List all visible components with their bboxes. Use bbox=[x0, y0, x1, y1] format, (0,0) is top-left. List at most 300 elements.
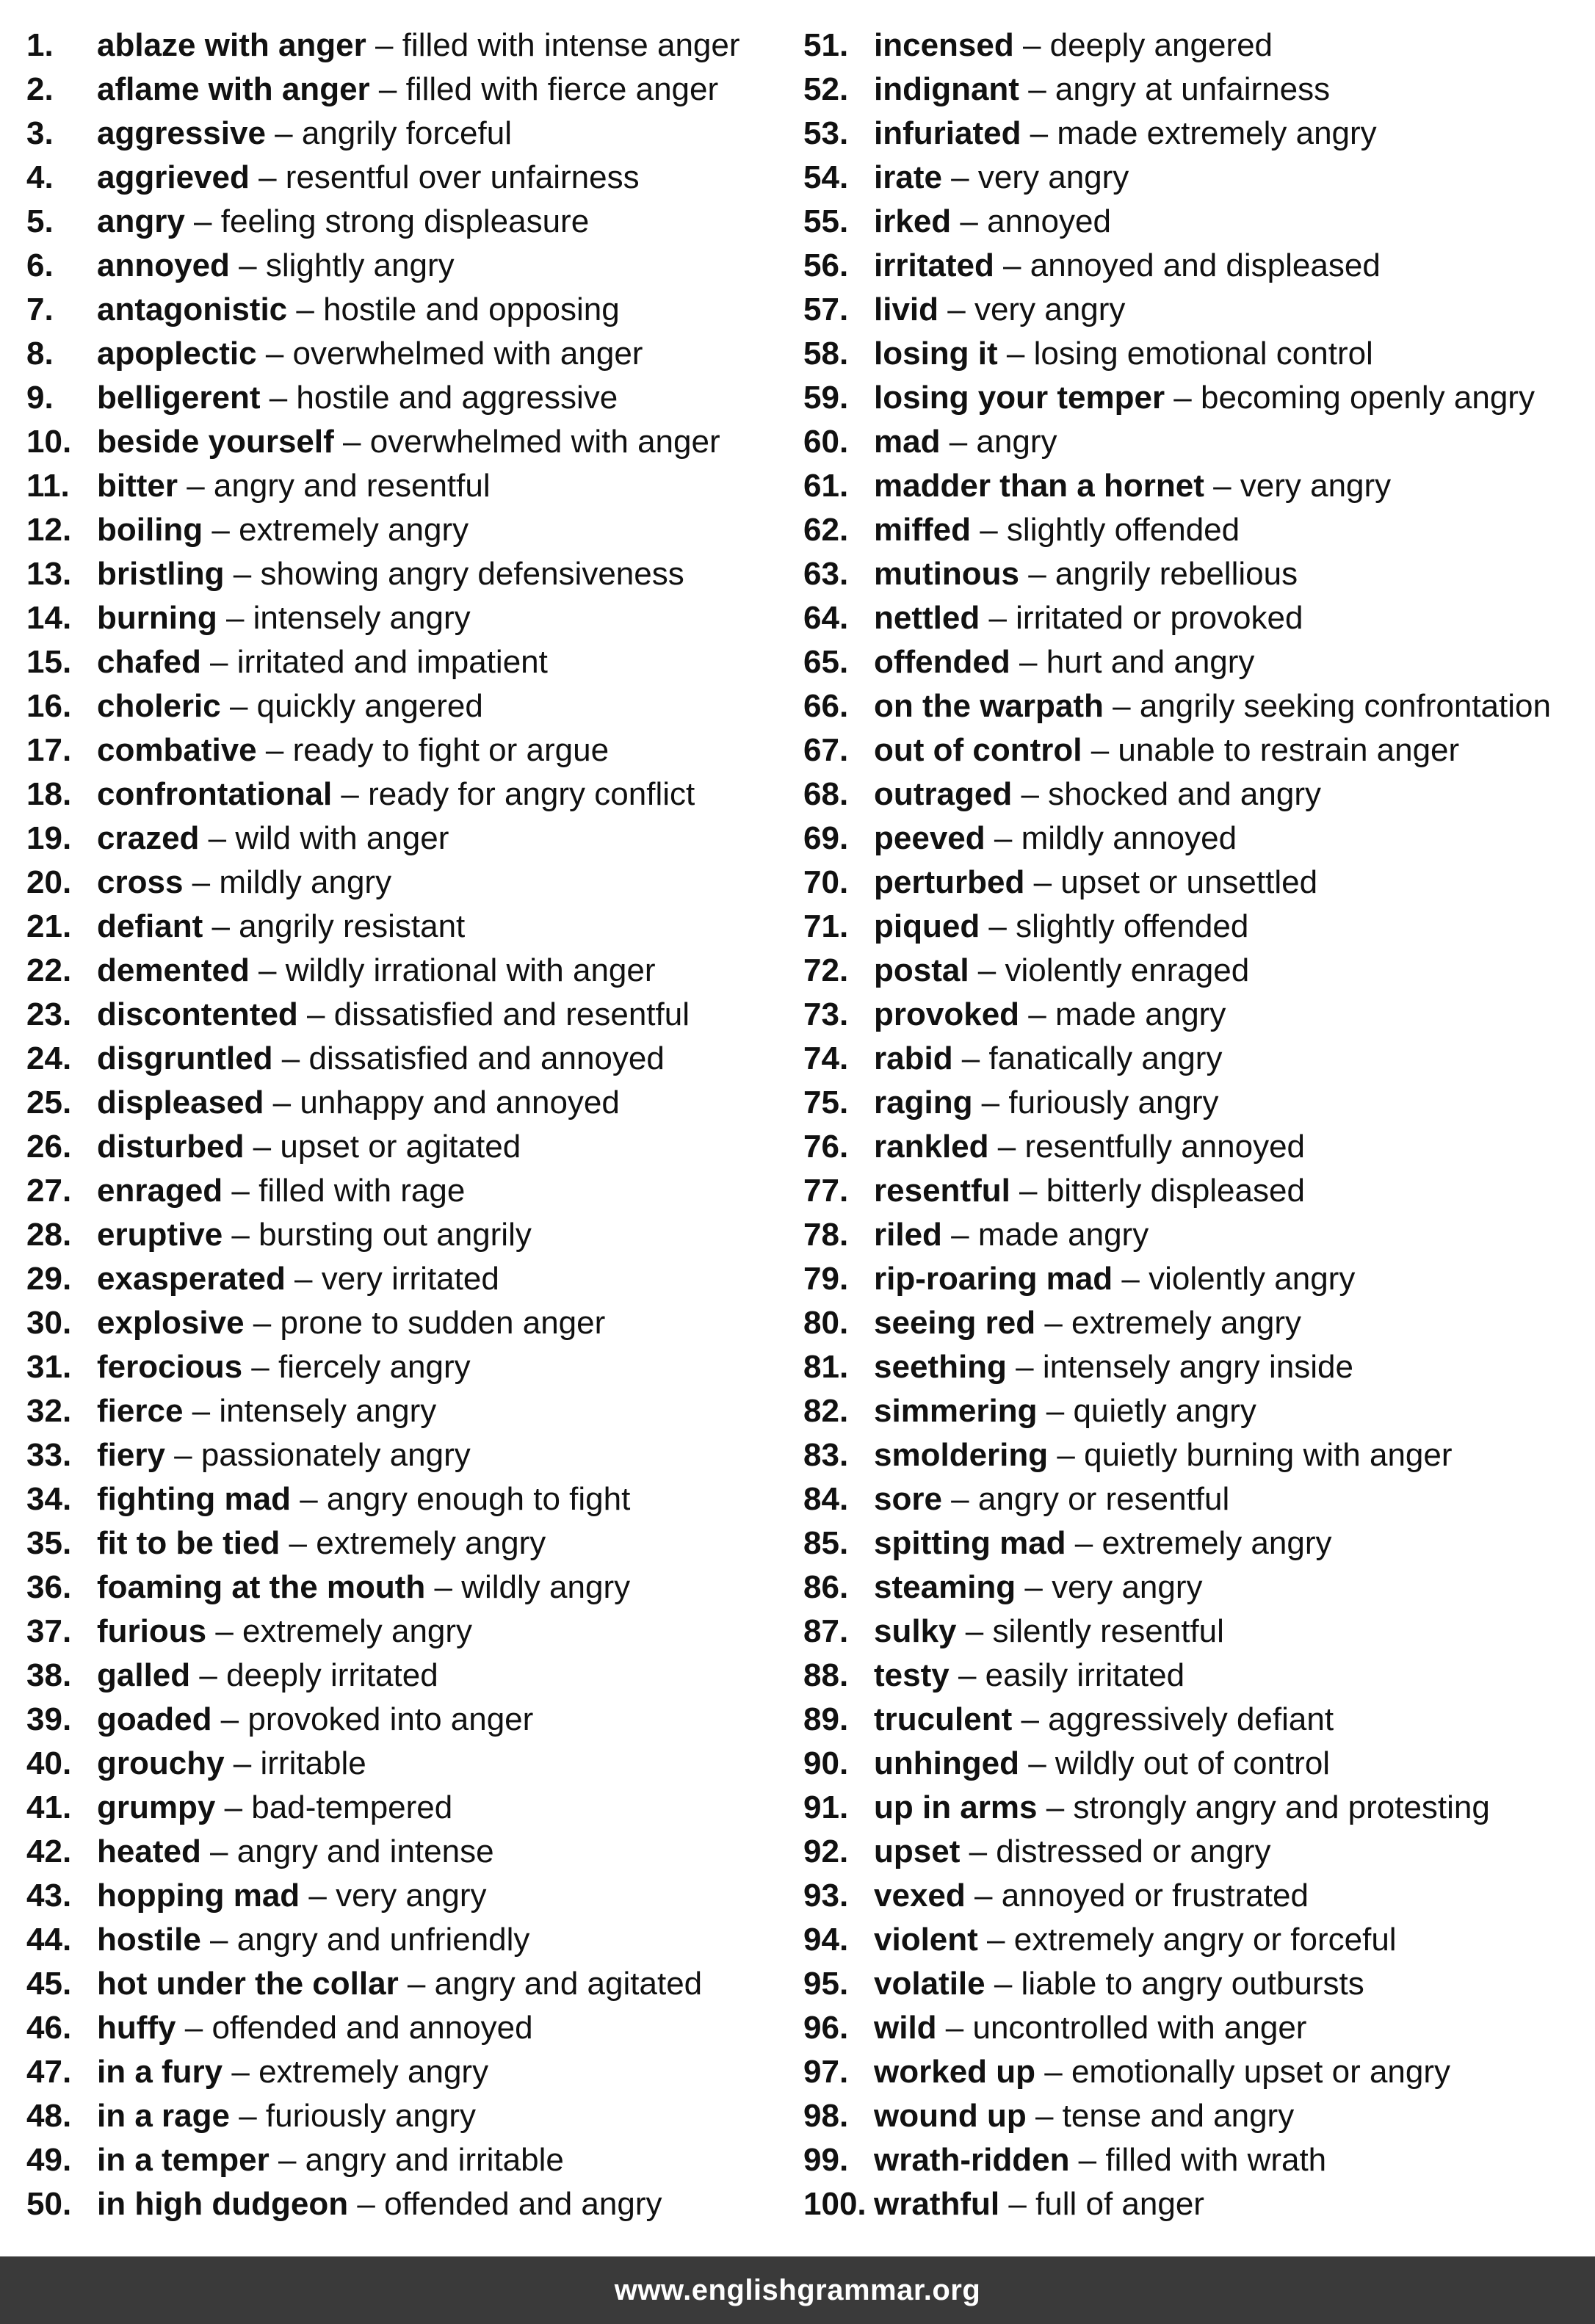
item-separator: – bbox=[941, 1217, 978, 1253]
item-term: testy bbox=[874, 1657, 950, 1693]
item-separator: – bbox=[332, 776, 369, 812]
item-number: 60. bbox=[803, 424, 849, 460]
item-separator: – bbox=[1019, 1745, 1055, 1781]
item-term: heated bbox=[97, 1834, 201, 1869]
item-definition: deeply irritated bbox=[226, 1657, 438, 1693]
list-item bbox=[26, 552, 790, 596]
item-number: 20. bbox=[26, 864, 72, 900]
item-separator: – bbox=[1035, 2054, 1071, 2090]
item-separator: – bbox=[949, 1657, 985, 1693]
item-term: galled bbox=[97, 1657, 191, 1693]
item-separator: – bbox=[244, 1305, 281, 1341]
item-number: 1. bbox=[26, 27, 54, 63]
item-term: mutinous bbox=[874, 556, 1019, 592]
item-separator: – bbox=[242, 1349, 278, 1385]
item-separator: – bbox=[941, 1481, 978, 1517]
item-separator: – bbox=[965, 1878, 1002, 1914]
item-term: piqued bbox=[874, 908, 980, 944]
item-separator: – bbox=[1035, 1305, 1072, 1341]
item-term: raging bbox=[874, 1085, 973, 1121]
item-separator: – bbox=[1165, 380, 1201, 416]
item-number: 22. bbox=[26, 952, 72, 988]
item-term: in high dudgeon bbox=[97, 2186, 349, 2222]
list-item bbox=[803, 1830, 1589, 1874]
item-separator: – bbox=[1113, 1261, 1149, 1297]
item-term: seething bbox=[874, 1349, 1007, 1385]
item-definition: extremely angry bbox=[242, 1613, 473, 1649]
item-definition: hostile and aggressive bbox=[296, 380, 618, 416]
item-number: 77. bbox=[803, 1173, 849, 1209]
item-definition: unhappy and annoyed bbox=[300, 1085, 620, 1121]
item-definition: irritated or provoked bbox=[1016, 600, 1303, 636]
item-separator: – bbox=[287, 292, 324, 327]
list-item bbox=[26, 1610, 790, 1654]
item-definition: bitterly displeased bbox=[1046, 1173, 1305, 1209]
list-item bbox=[803, 2138, 1589, 2182]
item-separator: – bbox=[200, 644, 237, 680]
item-number: 84. bbox=[803, 1481, 849, 1517]
list-item bbox=[803, 156, 1589, 200]
list-item bbox=[803, 728, 1589, 772]
item-separator: – bbox=[224, 556, 261, 592]
item-term: beside yourself bbox=[97, 424, 334, 460]
item-definition: angry at unfairness bbox=[1055, 71, 1331, 107]
item-number: 59. bbox=[803, 380, 849, 416]
item-definition: angry or resentful bbox=[977, 1481, 1230, 1517]
item-term: fighting mad bbox=[97, 1481, 291, 1517]
list-item bbox=[26, 156, 790, 200]
item-number: 58. bbox=[803, 336, 849, 372]
word-list-column-left bbox=[26, 23, 790, 2226]
list-item bbox=[803, 23, 1589, 68]
item-definition: angry and agitated bbox=[434, 1966, 703, 2002]
list-item bbox=[26, 640, 790, 684]
item-term: in a fury bbox=[97, 2054, 223, 2090]
item-separator: – bbox=[280, 1525, 317, 1561]
item-term: combative bbox=[97, 732, 257, 768]
item-definition: dissatisfied and resentful bbox=[333, 996, 690, 1032]
item-number: 43. bbox=[26, 1878, 72, 1914]
item-term: crazed bbox=[97, 820, 200, 856]
item-term: seeing red bbox=[874, 1305, 1036, 1341]
list-item bbox=[803, 596, 1589, 640]
item-term: sulky bbox=[874, 1613, 957, 1649]
item-separator: – bbox=[366, 27, 402, 63]
item-definition: annoyed or frustrated bbox=[1001, 1878, 1309, 1914]
item-definition: fiercely angry bbox=[278, 1349, 471, 1385]
item-definition: resentfully annoyed bbox=[1024, 1129, 1306, 1165]
item-term: chafed bbox=[97, 644, 201, 680]
item-number: 13. bbox=[26, 556, 72, 592]
item-number: 56. bbox=[803, 247, 849, 283]
item-definition: intensely angry bbox=[253, 600, 471, 636]
list-item bbox=[26, 949, 790, 993]
footer-website-link[interactable]: www.englishgrammar.org bbox=[614, 2274, 981, 2306]
item-number: 79. bbox=[803, 1261, 849, 1297]
item-number: 18. bbox=[26, 776, 72, 812]
list-item bbox=[26, 1389, 790, 1433]
item-number: 88. bbox=[803, 1657, 849, 1693]
item-number: 12. bbox=[26, 512, 72, 548]
item-number: 25. bbox=[26, 1085, 72, 1121]
item-separator: – bbox=[1103, 688, 1140, 724]
item-number: 29. bbox=[26, 1261, 72, 1297]
item-separator: – bbox=[1019, 71, 1055, 107]
item-number: 67. bbox=[803, 732, 849, 768]
list-item bbox=[26, 332, 790, 376]
item-term: peeved bbox=[874, 820, 985, 856]
item-separator: – bbox=[220, 688, 257, 724]
item-separator: – bbox=[956, 1613, 993, 1649]
item-number: 23. bbox=[26, 996, 72, 1032]
list-item bbox=[803, 200, 1589, 244]
item-definition: very angry bbox=[1240, 468, 1392, 504]
item-separator: – bbox=[1037, 1393, 1074, 1429]
item-term: resentful bbox=[874, 1173, 1010, 1209]
item-term: nettled bbox=[874, 600, 980, 636]
item-separator: – bbox=[183, 864, 220, 900]
item-term: fiery bbox=[97, 1437, 165, 1473]
item-number: 50. bbox=[26, 2186, 72, 2222]
item-definition: losing emotional control bbox=[1033, 336, 1373, 372]
word-list-column-right bbox=[803, 23, 1589, 2226]
item-term: wild bbox=[874, 2010, 937, 2046]
item-term: boiling bbox=[97, 512, 203, 548]
item-number: 32. bbox=[26, 1393, 72, 1429]
item-separator: – bbox=[269, 2142, 305, 2178]
list-item bbox=[803, 949, 1589, 993]
item-definition: angry enough to fight bbox=[326, 1481, 631, 1517]
item-separator: – bbox=[985, 820, 1021, 856]
item-term: displeased bbox=[97, 1085, 264, 1121]
item-definition: annoyed and displeased bbox=[1030, 247, 1381, 283]
item-definition: intensely angry bbox=[219, 1393, 437, 1429]
item-definition: deeply angered bbox=[1049, 27, 1273, 63]
list-item bbox=[803, 244, 1589, 288]
item-definition: mildly annoyed bbox=[1021, 820, 1237, 856]
item-term: truculent bbox=[874, 1701, 1013, 1737]
item-number: 16. bbox=[26, 688, 72, 724]
item-definition: shocked and angry bbox=[1048, 776, 1321, 812]
item-definition: angry and resentful bbox=[213, 468, 491, 504]
item-term: choleric bbox=[97, 688, 221, 724]
item-term: apoplectic bbox=[97, 336, 257, 372]
item-separator: – bbox=[199, 820, 236, 856]
list-item bbox=[26, 1786, 790, 1830]
item-number: 38. bbox=[26, 1657, 72, 1693]
item-separator: – bbox=[348, 2186, 385, 2222]
list-item bbox=[803, 1742, 1589, 1786]
item-separator: – bbox=[285, 1261, 322, 1297]
item-number: 74. bbox=[803, 1040, 849, 1076]
item-number: 69. bbox=[803, 820, 849, 856]
item-term: outraged bbox=[874, 776, 1013, 812]
item-definition: upset or unsettled bbox=[1060, 864, 1318, 900]
item-definition: extremely angry or forceful bbox=[1013, 1922, 1397, 1958]
item-number: 47. bbox=[26, 2054, 72, 2090]
item-number: 34. bbox=[26, 1481, 72, 1517]
item-term: out of control bbox=[874, 732, 1082, 768]
item-separator: – bbox=[203, 908, 239, 944]
item-term: fierce bbox=[97, 1393, 184, 1429]
list-item bbox=[803, 112, 1589, 156]
item-definition: overwhelmed with anger bbox=[292, 336, 643, 372]
item-definition: fanatically angry bbox=[988, 1040, 1223, 1076]
item-separator: – bbox=[969, 952, 1005, 988]
list-item bbox=[26, 1521, 790, 1565]
list-item bbox=[26, 684, 790, 728]
item-separator: – bbox=[936, 2010, 973, 2046]
list-item bbox=[803, 1169, 1589, 1213]
item-number: 19. bbox=[26, 820, 72, 856]
list-item bbox=[803, 552, 1589, 596]
item-term: enraged bbox=[97, 1173, 223, 1209]
item-separator: – bbox=[244, 1129, 281, 1165]
list-item bbox=[803, 464, 1589, 508]
item-term: postal bbox=[874, 952, 969, 988]
item-number: 68. bbox=[803, 776, 849, 812]
item-separator: – bbox=[1016, 1569, 1052, 1605]
item-separator: – bbox=[1013, 27, 1050, 63]
item-number: 72. bbox=[803, 952, 849, 988]
item-definition: uncontrolled with anger bbox=[972, 2010, 1307, 2046]
item-separator: – bbox=[1012, 1701, 1049, 1737]
item-separator: – bbox=[264, 1085, 300, 1121]
item-separator: – bbox=[1012, 776, 1049, 812]
list-item bbox=[803, 1918, 1589, 1962]
item-separator: – bbox=[960, 1834, 997, 1869]
item-definition: quietly burning with anger bbox=[1084, 1437, 1453, 1473]
item-term: annoyed bbox=[97, 247, 230, 283]
item-term: hopping mad bbox=[97, 1878, 300, 1914]
item-definition: angrily resistant bbox=[239, 908, 466, 944]
item-separator: – bbox=[1082, 732, 1118, 768]
item-term: irate bbox=[874, 159, 942, 195]
item-separator: – bbox=[1048, 1437, 1085, 1473]
item-definition: wild with anger bbox=[235, 820, 449, 856]
item-separator: – bbox=[977, 1922, 1014, 1958]
item-separator: – bbox=[1021, 115, 1057, 151]
item-separator: – bbox=[951, 203, 988, 239]
item-separator: – bbox=[985, 1966, 1021, 2002]
item-number: 26. bbox=[26, 1129, 72, 1165]
item-term: unhinged bbox=[874, 1745, 1019, 1781]
item-term: provoked bbox=[874, 996, 1020, 1032]
item-number: 61. bbox=[803, 468, 849, 504]
item-number: 42. bbox=[26, 1834, 72, 1869]
item-term: perturbed bbox=[874, 864, 1025, 900]
item-term: grumpy bbox=[97, 1789, 216, 1825]
item-number: 7. bbox=[26, 292, 54, 327]
item-term: vexed bbox=[874, 1878, 966, 1914]
item-number: 8. bbox=[26, 336, 54, 372]
item-term: rankled bbox=[874, 1129, 989, 1165]
item-separator: – bbox=[203, 512, 239, 548]
item-term: mad bbox=[874, 424, 941, 460]
item-number: 89. bbox=[803, 1701, 849, 1737]
item-separator: – bbox=[1010, 1173, 1046, 1209]
item-term: losing it bbox=[874, 336, 998, 372]
item-separator: – bbox=[1024, 864, 1061, 900]
item-number: 44. bbox=[26, 1922, 72, 1958]
list-item bbox=[803, 1125, 1589, 1169]
item-term: riled bbox=[874, 1217, 942, 1253]
item-definition: angry and intense bbox=[236, 1834, 494, 1869]
list-item bbox=[26, 288, 790, 332]
list-item bbox=[26, 905, 790, 949]
list-item bbox=[26, 68, 790, 112]
item-term: burning bbox=[97, 600, 217, 636]
item-separator: – bbox=[300, 1878, 336, 1914]
item-number: 71. bbox=[803, 908, 849, 944]
list-item bbox=[26, 1169, 790, 1213]
list-item bbox=[803, 861, 1589, 905]
item-number: 28. bbox=[26, 1217, 72, 1253]
item-definition: made angry bbox=[977, 1217, 1149, 1253]
item-separator: – bbox=[940, 424, 977, 460]
item-term: wrath-ridden bbox=[874, 2142, 1070, 2178]
item-separator: – bbox=[999, 2186, 1036, 2222]
item-definition: irritable bbox=[260, 1745, 366, 1781]
item-term: steaming bbox=[874, 1569, 1016, 1605]
item-definition: unable to restrain anger bbox=[1118, 732, 1460, 768]
item-number: 80. bbox=[803, 1305, 849, 1341]
item-definition: intensely angry inside bbox=[1042, 1349, 1353, 1385]
item-definition: very angry bbox=[977, 159, 1129, 195]
item-separator: – bbox=[256, 732, 293, 768]
item-definition: liable to angry outbursts bbox=[1021, 1966, 1364, 2002]
item-separator: – bbox=[398, 1966, 435, 2002]
item-term: huffy bbox=[97, 2010, 176, 2046]
item-definition: filled with rage bbox=[258, 1173, 466, 1209]
item-number: 95. bbox=[803, 1966, 849, 2002]
item-definition: violently enraged bbox=[1005, 952, 1250, 988]
item-number: 15. bbox=[26, 644, 72, 680]
item-definition: furiously angry bbox=[265, 2098, 477, 2134]
item-number: 31. bbox=[26, 1349, 72, 1385]
list-item bbox=[803, 1389, 1589, 1433]
item-number: 4. bbox=[26, 159, 54, 195]
item-separator: – bbox=[994, 247, 1030, 283]
item-number: 9. bbox=[26, 380, 54, 416]
item-separator: – bbox=[290, 1481, 327, 1517]
item-term: on the warpath bbox=[874, 688, 1104, 724]
item-definition: very angry bbox=[1052, 1569, 1203, 1605]
item-separator: – bbox=[183, 1393, 220, 1429]
item-separator: – bbox=[178, 468, 214, 504]
item-term: incensed bbox=[874, 27, 1014, 63]
item-term: defiant bbox=[97, 908, 203, 944]
item-term: miffed bbox=[874, 512, 971, 548]
item-term: sore bbox=[874, 1481, 942, 1517]
list-item bbox=[26, 728, 790, 772]
item-term: hostile bbox=[97, 1922, 201, 1958]
list-item bbox=[803, 1565, 1589, 1610]
item-term: upset bbox=[874, 1834, 961, 1869]
item-definition: made angry bbox=[1055, 996, 1226, 1032]
item-number: 6. bbox=[26, 247, 54, 283]
list-item bbox=[26, 2006, 790, 2050]
item-number: 62. bbox=[803, 512, 849, 548]
item-separator: – bbox=[1037, 1789, 1074, 1825]
item-separator: – bbox=[256, 336, 293, 372]
item-number: 92. bbox=[803, 1834, 849, 1869]
item-definition: passionately angry bbox=[200, 1437, 471, 1473]
item-definition: bursting out angrily bbox=[258, 1217, 532, 1253]
list-item bbox=[26, 2094, 790, 2138]
item-term: hot under the collar bbox=[97, 1966, 399, 2002]
item-definition: feeling strong displeasure bbox=[220, 203, 590, 239]
item-definition: upset or agitated bbox=[280, 1129, 521, 1165]
item-term: rip-roaring mad bbox=[874, 1261, 1113, 1297]
list-item bbox=[26, 376, 790, 420]
item-definition: extremely angry bbox=[1071, 1305, 1302, 1341]
item-separator: – bbox=[971, 512, 1007, 548]
item-definition: resentful over unfairness bbox=[285, 159, 640, 195]
item-definition: prone to sudden anger bbox=[280, 1305, 606, 1341]
item-number: 53. bbox=[803, 115, 849, 151]
item-term: indignant bbox=[874, 71, 1019, 107]
item-term: aggrieved bbox=[97, 159, 250, 195]
item-definition: extremely angry bbox=[1102, 1525, 1332, 1561]
item-definition: extremely angry bbox=[316, 1525, 546, 1561]
item-term: worked up bbox=[874, 2054, 1036, 2090]
item-separator: – bbox=[425, 1569, 462, 1605]
list-item bbox=[803, 68, 1589, 112]
list-item bbox=[803, 1037, 1589, 1081]
item-definition: made extremely angry bbox=[1057, 115, 1377, 151]
item-term: losing your temper bbox=[874, 380, 1165, 416]
list-item bbox=[26, 420, 790, 464]
item-separator: – bbox=[297, 996, 334, 1032]
item-number: 85. bbox=[803, 1525, 849, 1561]
item-definition: offended and angry bbox=[384, 2186, 662, 2222]
item-term: in a temper bbox=[97, 2142, 270, 2178]
item-definition: distressed or angry bbox=[996, 1834, 1271, 1869]
item-term: bitter bbox=[97, 468, 178, 504]
list-item bbox=[26, 2138, 790, 2182]
item-separator: – bbox=[190, 1657, 227, 1693]
item-definition: slightly offended bbox=[1016, 908, 1249, 944]
list-item bbox=[26, 1433, 790, 1477]
item-term: violent bbox=[874, 1922, 978, 1958]
item-definition: angry and unfriendly bbox=[236, 1922, 530, 1958]
item-definition: extremely angry bbox=[239, 512, 469, 548]
item-term: antagonistic bbox=[97, 292, 288, 327]
item-number: 57. bbox=[803, 292, 849, 327]
item-term: livid bbox=[874, 292, 939, 327]
item-number: 11. bbox=[26, 468, 70, 504]
item-separator: – bbox=[223, 1173, 259, 1209]
list-item bbox=[26, 2050, 790, 2094]
list-item bbox=[803, 1477, 1589, 1521]
list-item bbox=[803, 1521, 1589, 1565]
item-number: 48. bbox=[26, 2098, 72, 2134]
item-definition: quickly angered bbox=[256, 688, 483, 724]
list-item bbox=[803, 1081, 1589, 1125]
item-number: 41. bbox=[26, 1789, 72, 1825]
item-definition: bad-tempered bbox=[251, 1789, 453, 1825]
item-definition: angry bbox=[976, 424, 1057, 460]
item-number: 3. bbox=[26, 115, 54, 151]
list-item bbox=[803, 420, 1589, 464]
item-number: 91. bbox=[803, 1789, 849, 1825]
item-number: 5. bbox=[26, 203, 54, 239]
list-item bbox=[803, 2182, 1589, 2226]
list-item bbox=[803, 817, 1589, 861]
item-definition: overwhelmed with anger bbox=[369, 424, 720, 460]
item-separator: – bbox=[184, 203, 221, 239]
